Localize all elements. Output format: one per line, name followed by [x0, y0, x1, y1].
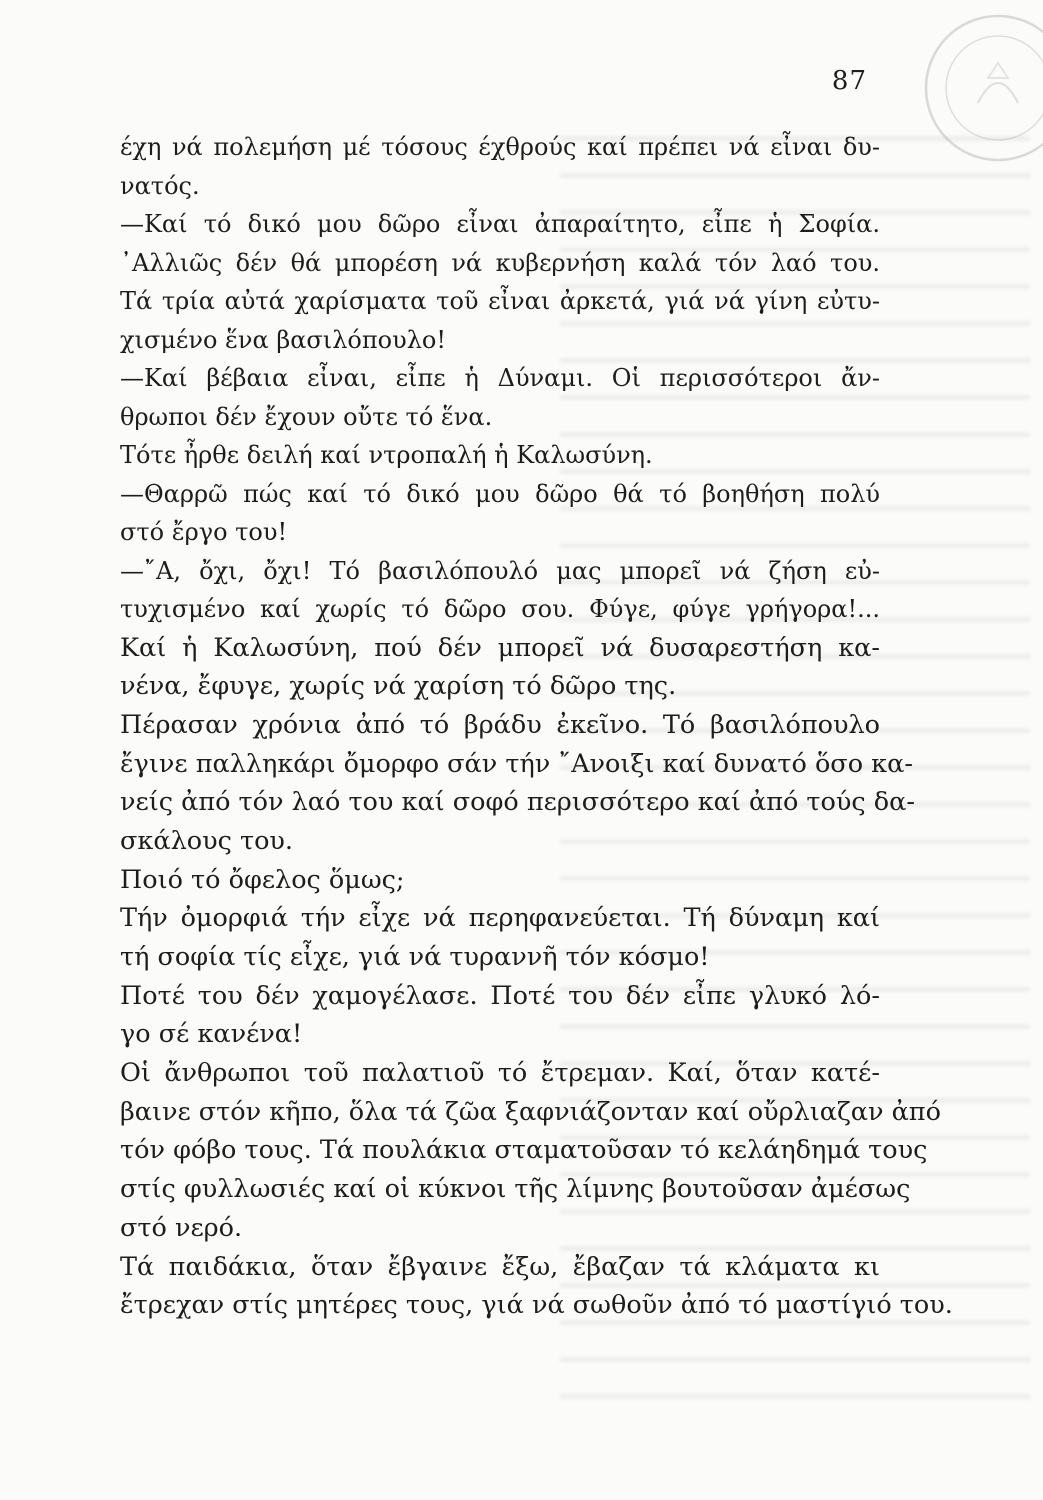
text-line: στίς φυλλωσιές καί οἱ κύκνοι τῆς λίμνης βουτοῦσαν ἀμέσως — [120, 1174, 911, 1205]
text-line: θρωποι δέν ἔχουν οὔτε τό ἕνα. — [120, 402, 493, 431]
text-line: νένα, ἔφυγε, χωρίς νά χαρίση τό δῶρο της. — [120, 671, 677, 702]
text-line: ᾿Αλλιῶς δέν θά μπορέση νά κυβερνήση καλά τόν λαό του. — [120, 248, 880, 277]
text-line: —Καί τό δικό μου δῶρο εἶναι ἀπαραίτητο, εἶπε ἡ Σοφία. — [120, 210, 880, 238]
text-line: Οἱ ἄνθρωποι τοῦ παλατιοῦ τό ἔτρεμαν. Καί, ὅταν κατέ- — [120, 1058, 880, 1089]
text-line: στό ἔργο του! — [120, 518, 288, 546]
text-line: Τήν ὀμορφιά τήν εἶχε νά περηφανεύεται. Τή δύναμη καί — [120, 903, 880, 934]
text-line: ἔγινε παλληκάρι ὄμορφο σάν τήν ῎Ανοιξι καί δυνατό ὅσο κα- — [120, 748, 913, 779]
text-line: ἔτρεχαν στίς μητέρες τους, γιά νά σωθοῦν ἀπό τό μαστίγιό του. — [120, 1290, 953, 1321]
text-line: τυχισμένο καί χωρίς τό δῶρο σου. Φύγε, φύγε γρήγορα!... — [120, 595, 880, 623]
text-line: —῎Α, ὄχι, ὄχι! Τό βασιλόπουλό μας μπορεῖ νά ζήση εὐ- — [120, 556, 880, 585]
text-line: τόν φόβο τους. Τά πουλάκια σταματοῦσαν τό κελάηδημά τους — [120, 1135, 928, 1166]
text-line: Καί ἡ Καλωσύνη, πού δέν μπορεῖ νά δυσαρεστήση κα- — [120, 632, 880, 663]
text-line: βαινε στόν κῆπο, ὅλα τά ζῶα ξαφνιάζονταν καί οὔρλιαζαν ἀπό — [120, 1096, 941, 1127]
body-text — [120, 128, 953, 1325]
text-line: Τότε ἦρθε δειλή καί ντροπαλή ἡ Καλωσύνη. — [120, 441, 653, 469]
text-line: έχη νά πολεμήση μέ τόσους έχθρούς καί πρέπει νά εἶναι δυ- — [120, 133, 880, 161]
text-line: Τά τρία αὐτά χαρίσματα τοῦ εἶναι ἀρκετά, γιά νά γίνη εὐτυ- — [120, 287, 880, 315]
text-line: νατός. — [120, 171, 200, 200]
text-line: σκάλους του. — [120, 825, 294, 856]
text-line: τή σοφία τίς εἶχε, γιά νά τυραννῆ τόν κόσμο! — [120, 942, 710, 972]
text-line: χισμένο ἕνα βασιλόπουλο! — [120, 325, 446, 354]
text-line: —Θαρρῶ πώς καί τό δικό μου δῶρο θά τό βοηθήση πολύ — [120, 479, 880, 508]
text-line: νείς ἀπό τόν λαό του καί σοφό περισσότερο καί ἀπό τούς δα- — [120, 787, 915, 818]
text-line: —Καί βέβαια εἶναι, εἶπε ἡ Δύναμι. Οἱ περισσότεροι ἄν- — [120, 364, 880, 392]
text-line: Πέρασαν χρόνια ἀπό τό βράδυ ἐκεῖνο. Τό βασιλόπουλο — [120, 709, 880, 740]
text-line: στό νερό. — [120, 1212, 243, 1243]
library-stamp — [918, 8, 1043, 168]
text-line: γο σέ κανένα! — [120, 1019, 303, 1050]
text-line: Τά παιδάκια, ὅταν ἔβγαινε ἔξω, ἔβαζαν τά κλάματα κι — [120, 1251, 880, 1282]
text-line: Ποιό τό ὄφελος ὅμως; — [120, 864, 405, 895]
page-number: 87 — [831, 66, 867, 96]
text-line: Ποτέ του δέν χαμογέλασε. Ποτέ του δέν εἶπε γλυκό λό- — [120, 980, 880, 1011]
